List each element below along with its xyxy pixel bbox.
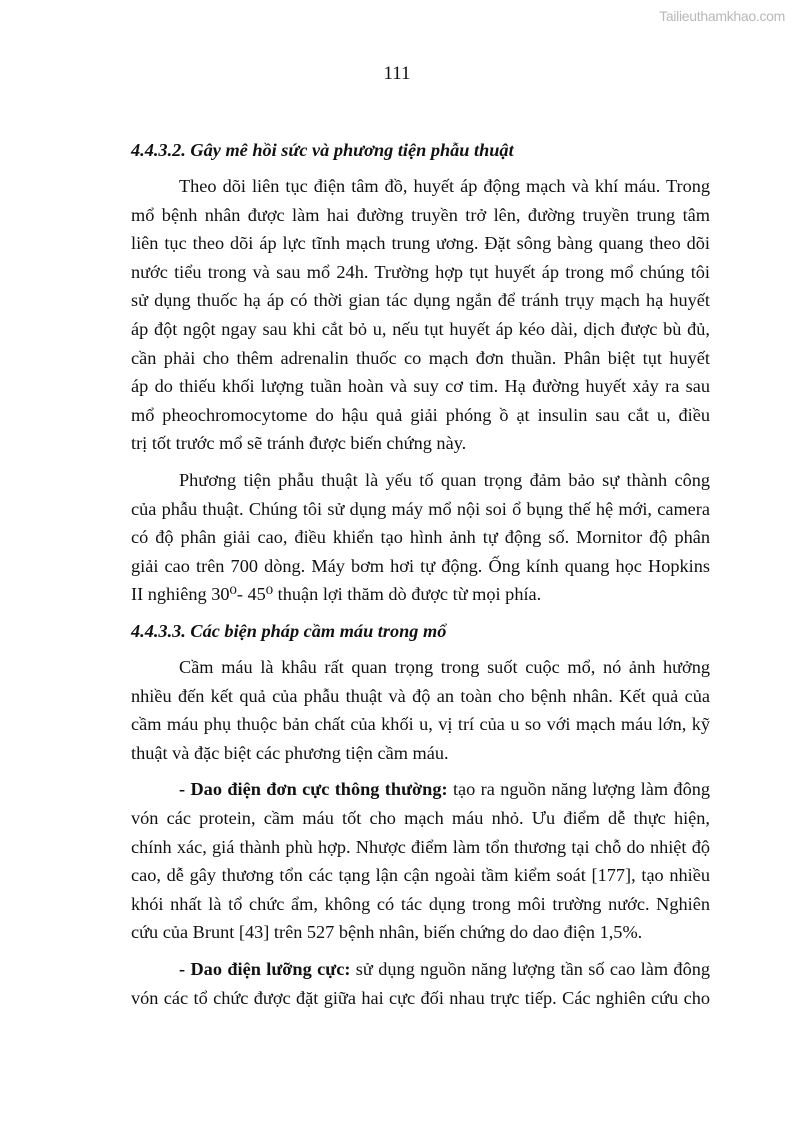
line-text: sử dụng nguồn năng lượng tần số cao làm đông <box>350 959 710 980</box>
text-line: cần phải cho thêm adrenalin thuốc co mạch đơn thuần. Phân biệt tụt huyết <box>131 347 710 368</box>
paragraph <box>131 775 710 947</box>
paragraph <box>131 653 710 767</box>
text-line: có độ phân giải cao, điều khiển tạo hình ảnh tự động số. Mornitor độ phân <box>131 527 710 548</box>
text-line: giải cao trên 700 dòng. Máy bơm hơi tự động. Ống kính quang học Hopkins <box>131 555 710 576</box>
paragraph <box>131 955 710 1012</box>
text-line: trị tốt trước mổ sẽ tránh được biến chứng này. <box>131 433 467 454</box>
text-line: nhiều đến kết quả của phẫu thuật và độ an toàn cho bệnh nhân. Kết quả của <box>131 685 710 706</box>
text-line: cầm máu phụ thuộc bản chất của khối u, vị trí của u so với mạch máu lớn, kỹ <box>131 714 710 735</box>
document-body <box>131 136 710 1020</box>
line-text: tạo ra nguồn năng lượng làm đông <box>447 779 710 800</box>
text-line: sử dụng thuốc hạ áp có thời gian tác dụng ngắn để tránh trụy mạch hạ huyết <box>131 290 710 311</box>
text-line: II nghiêng 30⁰- 45⁰ thuận lợi thăm dò được từ mọi phía. <box>131 584 542 605</box>
text-line: mổ pheochromocytome do hậu quả giải phóng ồ ạt insulin sau cắt u, điều <box>131 404 710 425</box>
text-line: cao, dễ gây thương tổn các tạng lận cận ngoài tầm kiểm soát [177], tạo nhiều <box>131 865 710 886</box>
watermark: Tailieuthamkhao.com <box>659 8 785 24</box>
text-line <box>131 955 710 984</box>
text-line: thuật và đặc biệt các phương tiện cầm máu. <box>131 742 449 763</box>
text-line: vón các protein, cầm máu tốt cho mạch máu nhỏ. Ưu điểm dễ thực hiện, <box>131 808 710 829</box>
text-line: Phương tiện phẫu thuật là yếu tố quan trọng đảm bảo sự thành công <box>179 470 710 491</box>
text-line: của phẫu thuật. Chúng tôi sử dụng máy mổ nội soi ổ bụng thế hệ mới, camera <box>131 498 710 519</box>
text-line: nước tiểu trong và sau mổ 24h. Trường hợp tụt huyết áp trong mổ chúng tôi <box>131 261 710 282</box>
bold-lead: - Dao điện lưỡng cực: <box>179 959 351 980</box>
paragraph <box>131 466 710 609</box>
text-line: vón các tổ chức được đặt giữa hai cực đối nhau trực tiếp. Các nghiên cứu cho <box>131 987 710 1008</box>
bold-lead: - Dao điện đơn cực thông thường: <box>179 779 448 800</box>
text-line: chính xác, giá thành phù hợp. Nhược điểm làm tổn thương tại chỗ do nhiệt độ <box>131 836 710 857</box>
text-line: khói nhất là tổ chức ẩm, không có tác dụng trong môi trường nước. Nghiên <box>131 893 710 914</box>
text-line: áp do thiếu khối lượng tuần hoàn và suy cơ tim. Hạ đường huyết xảy ra sau <box>131 376 710 397</box>
text-line: Cầm máu là khâu rất quan trọng trong suốt cuộc mổ, nó ảnh hưởng <box>179 657 710 678</box>
text-line: cứu của Brunt [43] trên 527 bệnh nhân, biến chứng do dao điện 1,5%. <box>131 922 643 943</box>
section-heading: 4.4.3.3. Các biện pháp cầm máu trong mổ <box>131 621 447 641</box>
text-line: liên tục theo dõi áp lực tĩnh mạch trung ương. Đặt sông bàng quang theo dõi <box>131 233 710 254</box>
text-line: Theo dõi liên tục điện tâm đồ, huyết áp động mạch và khí máu. Trong <box>179 176 710 197</box>
section-heading: 4.4.3.2. Gây mê hồi sức và phương tiện phẫu thuật <box>131 140 514 160</box>
paragraph <box>131 172 710 458</box>
page-number: 111 <box>383 63 411 84</box>
text-line: mổ bệnh nhân được làm hai đường truyền trở lên, đường truyền trung tâm <box>131 204 710 225</box>
text-line <box>131 775 710 804</box>
text-line: áp đột ngột ngay sau khi cắt bỏ u, nếu tụt huyết áp kéo dài, dịch được bù đủ, <box>131 319 710 340</box>
